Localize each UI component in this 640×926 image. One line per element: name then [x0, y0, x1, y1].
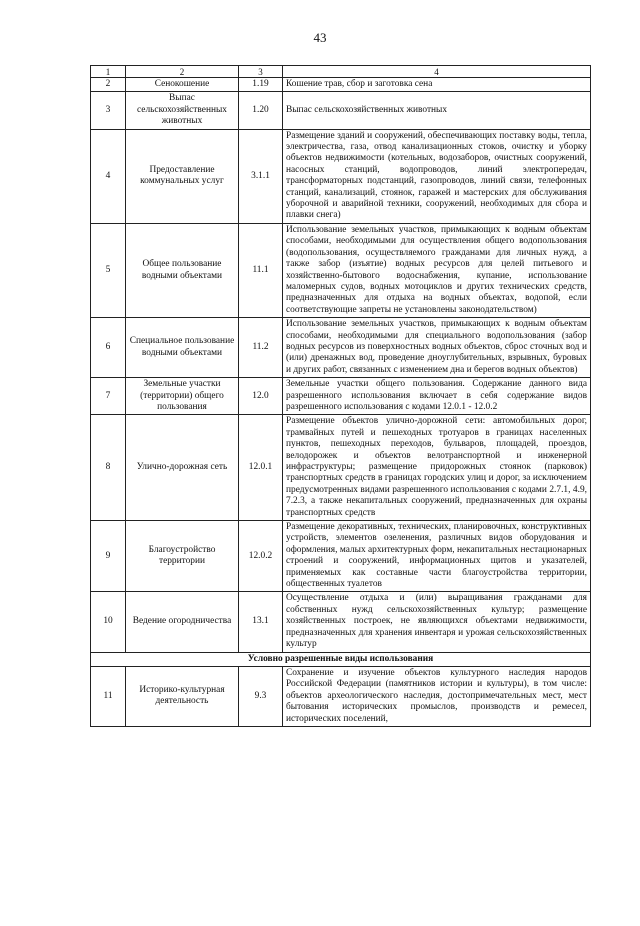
use-name: Сенокошение — [126, 78, 239, 92]
use-code: 12.0 — [239, 378, 283, 415]
table-row — [91, 592, 591, 652]
use-description: Земельные участки общего пользования. Содержание данного вида разрешенного использования включает в себя содержание видов разрешенного использования с кодами 12.0.1 - 12.0.2 — [283, 378, 591, 415]
header-cell: 1 — [91, 66, 126, 78]
table-header-row — [91, 66, 591, 78]
table-row — [91, 129, 591, 223]
row-number: 5 — [91, 223, 126, 317]
use-name: Ведение огородничества — [126, 592, 239, 652]
row-number: 4 — [91, 129, 126, 223]
table-row — [91, 318, 591, 378]
use-code: 9.3 — [239, 666, 283, 726]
permitted-use-table — [90, 65, 591, 727]
use-name: Земельные участки (территории) общего пользования — [126, 378, 239, 415]
row-number: 9 — [91, 521, 126, 592]
use-code: 12.0.2 — [239, 521, 283, 592]
use-description: Выпас сельскохозяйственных животных — [283, 92, 591, 129]
use-description: Размещение зданий и сооружений, обеспечивающих поставку воды, тепла, электричества, газа, отвод канализационных стоков, очистку и уборку объектов недвижимости (котельных, водозаборов, очистных сооружений, насосных станций, водопроводов, линий электропередач, трансформаторных подстанций, газопроводов, линий связи, телефонных станций, канализаций, стоянок, гаражей и мастерских для обслуживания уборочной и аварийной техники, сооружений, необходимых для сбора и плавки снега) — [283, 129, 591, 223]
use-code: 12.0.1 — [239, 415, 283, 521]
use-description: Кошение трав, сбор и заготовка сена — [283, 78, 591, 92]
table-row — [91, 92, 591, 129]
row-number: 3 — [91, 92, 126, 129]
row-number: 8 — [91, 415, 126, 521]
use-description: Размещение объектов улично-дорожной сети: автомобильных дорог, трамвайных путей и пешеходных тротуаров в границах населенных пунктов, пешеходных переходов, бульваров, площадей, проездов, велодорожек и объектов велотранспортной и инженерной инфраструктуры; размещение придорожных стоянок (парковок) транспортных средств в границах городских улиц и дорог, за исключением предусмотренных видами разрешенного использования с кодами 2.7.1, 4.9, 7.2.3, а также некапитальных сооружений, предназначенных для охраны транспортных средств — [283, 415, 591, 521]
table-row — [91, 378, 591, 415]
table-row — [91, 78, 591, 92]
section-title: Условно разрешенные виды использования — [91, 652, 591, 666]
use-name: Благоустройство территории — [126, 521, 239, 592]
header-cell: 3 — [239, 66, 283, 78]
use-name: Выпас сельскохозяйственных животных — [126, 92, 239, 129]
header-cell: 2 — [126, 66, 239, 78]
row-number: 7 — [91, 378, 126, 415]
use-code: 11.2 — [239, 318, 283, 378]
use-code: 11.1 — [239, 223, 283, 317]
use-name: Историко-культурная деятельность — [126, 666, 239, 726]
table-row — [91, 223, 591, 317]
use-code: 13.1 — [239, 592, 283, 652]
table-row — [91, 415, 591, 521]
use-name: Предоставление коммунальных услуг — [126, 129, 239, 223]
use-description: Размещение декоративных, технических, планировочных, конструктивных устройств, элементов озеленения, различных видов оборудования и оформления, малых архитектурных форм, некапитальных нестационарных строений и сооружений, информационных щитов и указателей, применяемых как составные части благоустройства территории, общественных туалетов — [283, 521, 591, 592]
use-name: Общее пользование водными объектами — [126, 223, 239, 317]
use-description: Использование земельных участков, примыкающих к водным объектам способами, необходимыми для осуществления общего водопользования (водопользования, осуществляемого гражданами для личных нужд, а также забор (изъятие) водных ресурсов для целей питьевого и хозяйственно-бытового водоснабжения, купание, использование маломерных судов, водных мотоциклов и других технических средств, предназначенных для отдыха на водных объектах, водопой, если соответствующие запреты не установлены законодательством) — [283, 223, 591, 317]
row-number: 11 — [91, 666, 126, 726]
table-row — [91, 521, 591, 592]
use-code: 3.1.1 — [239, 129, 283, 223]
row-number: 10 — [91, 592, 126, 652]
header-cell: 4 — [283, 66, 591, 78]
page-number: 43 — [313, 30, 327, 45]
row-number: 6 — [91, 318, 126, 378]
use-description: Осуществление отдыха и (или) выращивания гражданами для собственных нужд сельскохозяйственных культур; размещение хозяйственных построек, не являющихся объектами недвижимости, предназначенных для хранения инвентаря и урожая сельскохозяйственных культур — [283, 592, 591, 652]
use-description: Использование земельных участков, примыкающих к водным объектам способами, необходимыми для специального водопользования (забор водных ресурсов из поверхностных водных объектов, сброс сточных вод и (или) дренажных вод, проведение дноуглубительных, взрывных, буровых и других работ, связанных с изменением дна и берегов водных объектов) — [283, 318, 591, 378]
use-name: Специальное пользование водными объектами — [126, 318, 239, 378]
section-row — [91, 652, 591, 666]
use-code: 1.19 — [239, 78, 283, 92]
use-description: Сохранение и изучение объектов культурного наследия народов Российской Федерации (памятников истории и культуры), в том числе: объектов археологического наследия, достопримечательных мест, мест бытования исторических промыслов, производств и ремесел, исторических поселений, — [283, 666, 591, 726]
row-number: 2 — [91, 78, 126, 92]
table-row — [91, 666, 591, 726]
use-code: 1.20 — [239, 92, 283, 129]
use-name: Улично-дорожная сеть — [126, 415, 239, 521]
